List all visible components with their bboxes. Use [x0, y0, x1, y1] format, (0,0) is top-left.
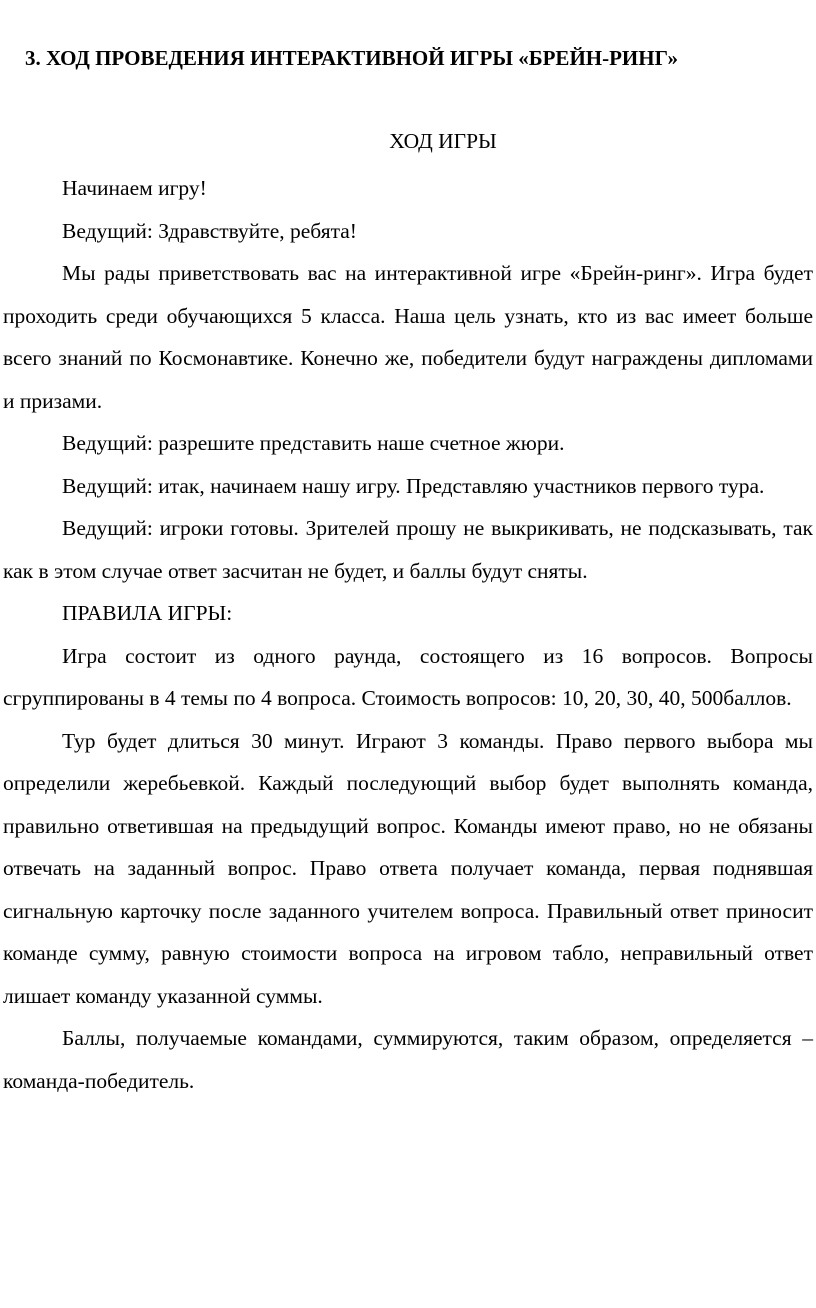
paragraph-participants: Ведущий: итак, начинаем нашу игру. Представляю участников первого тура.	[62, 473, 765, 498]
section-heading: 3. ХОД ПРОВЕДЕНИЯ ИНТЕРАКТИВНОЙ ИГРЫ «БРЕЙН-РИНГ»	[25, 46, 678, 70]
paragraph-greeting: Ведущий: Здравствуйте, ребята!	[62, 218, 357, 243]
paragraph-round-structure: Игра состоит из одного раунда, состоящего из 16 вопросов. Вопросы сгруппированы в 4 темы по 4 вопроса. Стоимость вопросов: 10, 20, 30, 40, 500баллов.	[3, 643, 813, 710]
paragraph-welcome: Мы рады приветствовать вас на интерактивной игре «Брейн-ринг». Игра будет проходить среди обучающихся 5 класса. Наша цель узнать, кто из вас имеет больше всего знаний по Космонавтике. Конечно же, победители будут награждены дипломами и призами.	[3, 261, 813, 413]
paragraph-rules-title: ПРАВИЛА ИГРЫ:	[62, 601, 233, 625]
paragraph-audience-rules: Ведущий: игроки готовы. Зрителей прошу не выкрикивать, не подсказывать, так как в этом случае ответ засчитан не будет, и баллы будут сняты.	[3, 516, 813, 583]
paragraph-start-game: Начинаем игру!	[62, 176, 207, 200]
paragraph-jury: Ведущий: разрешите представить наше счетное жюри.	[62, 431, 565, 455]
paragraph-scoring: Баллы, получаемые командами, суммируются, таким образом, определяется – команда-победитель.	[3, 1026, 813, 1093]
paragraph-tour-rules: Тур будет длиться 30 минут. Играют 3 команды. Право первого выбора мы определили жеребьевкой. Каждый последующий выбор будет выполнять команда, правильно ответившая на предыдущий вопрос. Команды имеют право, но не обязаны отвечать на заданный вопрос. Право ответа получает команда, первая поднявшая сигнальную карточку после заданного учителем вопроса. Правильный ответ приносит команде сумму, равную стоимости вопроса на игровом табло, неправильный ответ лишает команду указанной суммы.	[3, 728, 813, 1008]
game-progress-subheading: ХОД ИГРЫ	[389, 129, 497, 153]
